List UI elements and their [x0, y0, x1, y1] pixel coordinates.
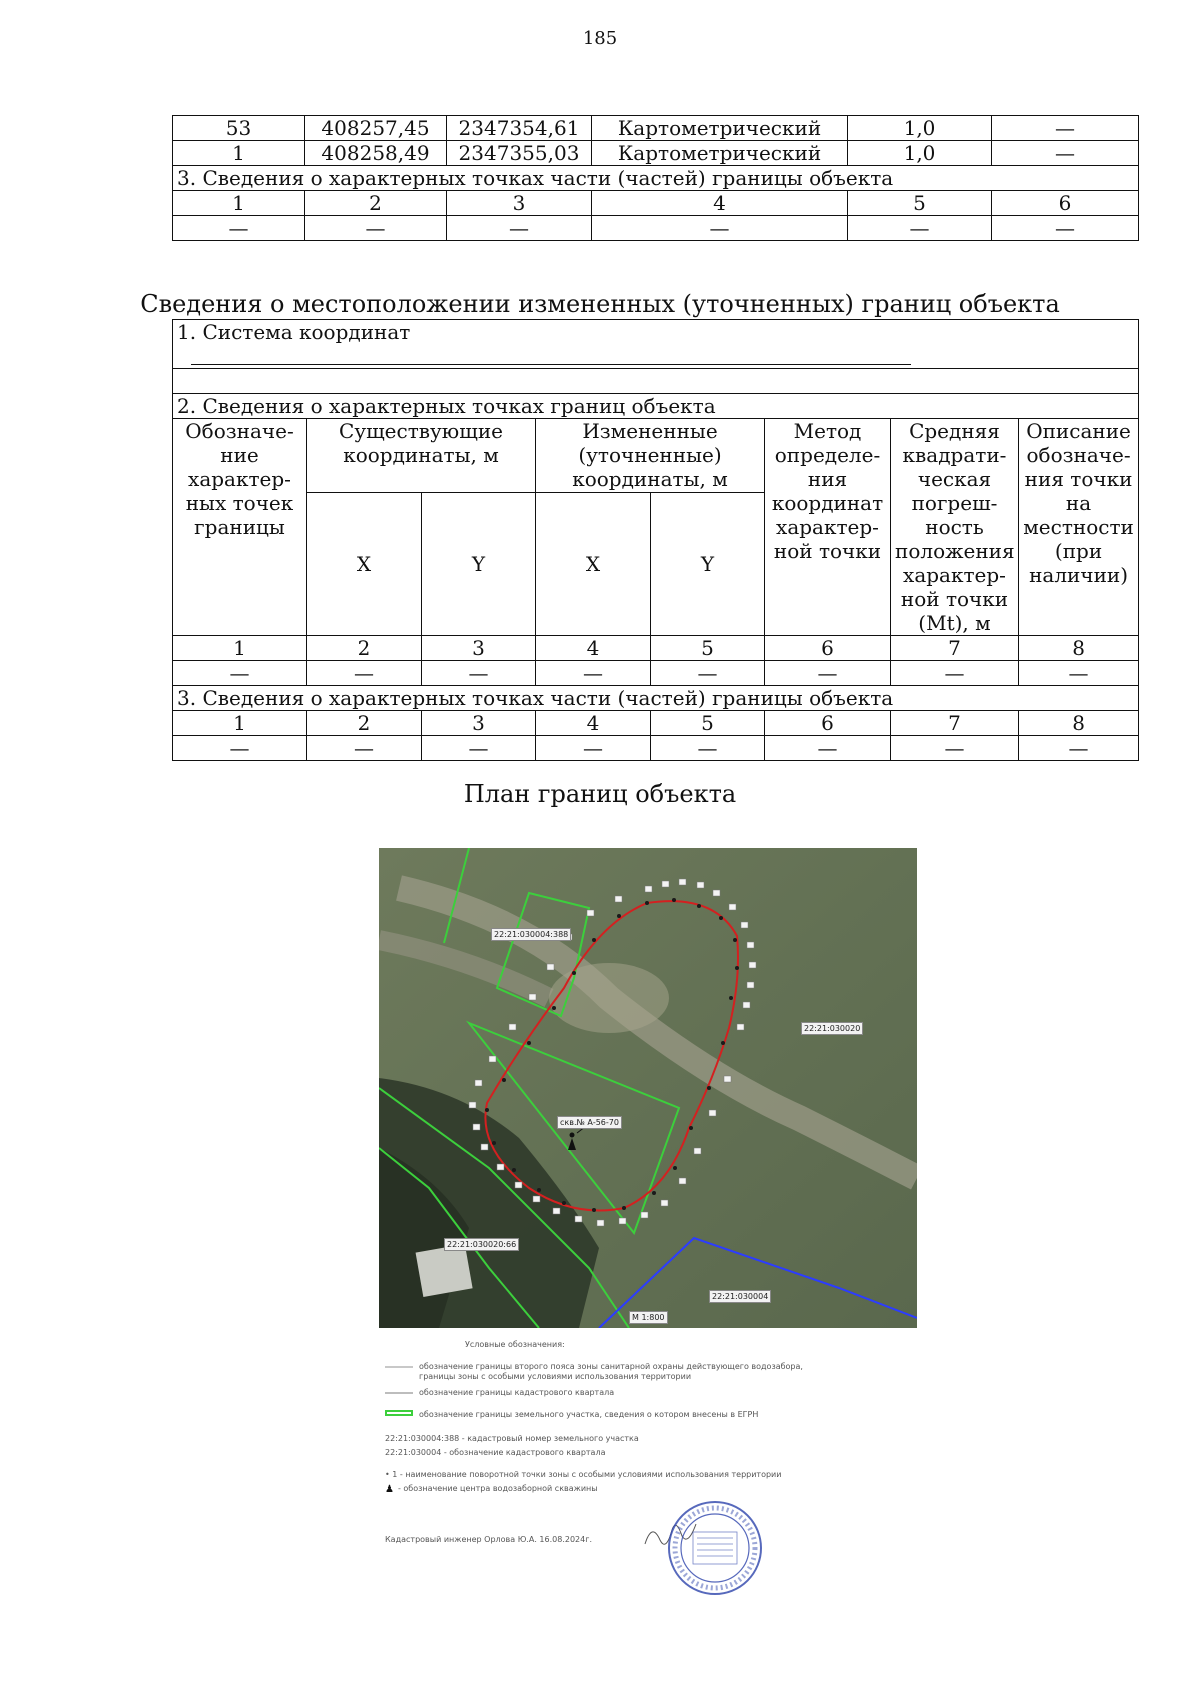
table-cell: — [1019, 736, 1139, 761]
column-number: 3 [422, 636, 536, 661]
point-label [747, 982, 754, 988]
point-label [497, 1164, 504, 1170]
point-label [662, 881, 669, 887]
column-number: 4 [536, 711, 651, 736]
column-number: 2 [305, 191, 447, 216]
table-cell: 1 [173, 141, 305, 166]
legend-item [385, 1410, 758, 1420]
header-error: Средняя квадрати-ческая погреш-ность положения характер-ной точки (Mt), м [891, 419, 1019, 636]
turning-point [697, 904, 701, 908]
turning-point [592, 1208, 596, 1212]
header-description: Описание обозначе-ния точки на местности (при наличии) [1019, 419, 1139, 636]
point-label [641, 1212, 648, 1218]
table-cell: — [765, 661, 891, 686]
table-cell: Картометрический [592, 141, 848, 166]
table-cell: — [891, 736, 1019, 761]
column-number: 3 [422, 711, 536, 736]
section-row [173, 166, 1139, 191]
quarter-cadastral-number: 22:21:030020 [801, 1022, 863, 1035]
column-number: 1 [173, 711, 307, 736]
column-number: 7 [891, 711, 1019, 736]
point-label [469, 1102, 476, 1108]
point-label [747, 942, 754, 948]
header-x: X [536, 493, 651, 636]
point-label [515, 1182, 522, 1188]
coordinate-system-cell [173, 320, 1139, 369]
turning-point [502, 1078, 506, 1082]
fill-line [191, 350, 911, 365]
table-cell: — [651, 736, 765, 761]
table-cell: — [536, 736, 651, 761]
column-number: 2 [307, 636, 422, 661]
quarter-cadastral-number: 22:21:030004 [709, 1290, 771, 1303]
point-label [509, 1024, 516, 1030]
legend-item [385, 1388, 614, 1398]
section-row [173, 394, 1139, 419]
turning-point [652, 1191, 656, 1195]
point-label [724, 1076, 731, 1082]
turning-point [689, 1126, 693, 1130]
column-number: 4 [592, 191, 848, 216]
header-changed: Измененные (уточненные) координаты, м [536, 419, 765, 493]
table-cell: — [536, 661, 651, 686]
column-number: 7 [891, 636, 1019, 661]
table-cell: 408257,45 [305, 116, 447, 141]
turning-point [562, 1201, 566, 1205]
section-title: 3. Сведения о характерных точках части (частей) границы объекта [173, 686, 1139, 711]
turning-point [572, 971, 576, 975]
table-row [173, 141, 1139, 166]
table-cell: 2347355,03 [447, 141, 592, 166]
point-label [743, 1002, 750, 1008]
turning-point [617, 914, 621, 918]
point-label [694, 1148, 701, 1154]
point-label [749, 962, 756, 968]
table-cell: 53 [173, 116, 305, 141]
table-cell: — [848, 216, 992, 241]
column-number: 5 [848, 191, 992, 216]
table-cell: — [1019, 661, 1139, 686]
section-title: 2. Сведения о характерных точках границ объекта [173, 394, 1139, 419]
point-label [473, 1124, 480, 1130]
turning-point [552, 1006, 556, 1010]
point-label [713, 890, 720, 896]
table-cell: — [173, 661, 307, 686]
table-cell: — [891, 661, 1019, 686]
section-title: 1. Система координат [177, 320, 411, 344]
plan-heading: План границ объекта [463, 780, 737, 808]
point-label [741, 922, 748, 928]
legend-text: - обозначение центра водозаборной скважины [397, 1484, 598, 1493]
column-number: 5 [651, 636, 765, 661]
column-number: 4 [536, 636, 651, 661]
official-seal-icon [665, 1498, 765, 1598]
turning-point [729, 996, 733, 1000]
column-number-row [173, 636, 1139, 661]
well-label: скв.№ А-56-70 [557, 1116, 622, 1129]
table-cell: — [307, 736, 422, 761]
column-number: 6 [992, 191, 1139, 216]
point-label [553, 1208, 560, 1214]
turning-point [721, 1041, 725, 1045]
table-row [173, 736, 1139, 761]
header-row [173, 419, 1139, 493]
turning-point [512, 1168, 516, 1172]
point-label [475, 1080, 482, 1086]
empty-row [173, 369, 1139, 394]
column-number: 3 [447, 191, 592, 216]
table-row [173, 216, 1139, 241]
well-center-icon: ♟ [385, 1484, 394, 1495]
table-cell: — [651, 661, 765, 686]
table-cell: 1,0 [848, 116, 992, 141]
quarter-line-swatch [385, 1388, 413, 1394]
legend-text: обозначение границы кадастрового квартала [419, 1388, 615, 1397]
column-number: 6 [765, 636, 891, 661]
parcel-box-swatch [385, 1410, 413, 1416]
point-label [489, 1056, 496, 1062]
point-label [575, 1216, 582, 1222]
legend-title: Условные обозначения: [465, 1340, 565, 1349]
turning-point [622, 1206, 626, 1210]
point-label [679, 1178, 686, 1184]
turning-point [485, 1108, 489, 1112]
table-cell: — [992, 216, 1139, 241]
point-label [645, 886, 652, 892]
legend-text: 22:21:030004 - обозначение кадастрового квартала [385, 1448, 606, 1457]
turning-point [527, 1041, 531, 1045]
turning-point [673, 1166, 677, 1170]
point-label [533, 1196, 540, 1202]
legend-text-row [385, 1484, 598, 1495]
legend-text: 22:21:030004:388 - кадастровый номер земельного участка [385, 1434, 639, 1443]
header-x: X [307, 493, 422, 636]
column-number: 8 [1019, 711, 1139, 736]
legend-item [385, 1362, 829, 1382]
point-label [709, 1110, 716, 1116]
point-label [619, 1218, 626, 1224]
point-label [679, 879, 686, 885]
point-label [697, 882, 704, 888]
table-row [173, 116, 1139, 141]
table-cell: — [422, 661, 536, 686]
turning-point [707, 1086, 711, 1090]
header-y: Y [422, 493, 536, 636]
section-row [173, 320, 1139, 369]
table-cell: 408258,49 [305, 141, 447, 166]
table-cell: — [305, 216, 447, 241]
zone-line-swatch [385, 1362, 413, 1368]
column-number-row [173, 711, 1139, 736]
legend-text: обозначение границы земельного участка, сведения о котором внесены в ЕГРН [419, 1410, 759, 1419]
table-cell: — [592, 216, 848, 241]
legend-text-row [385, 1434, 639, 1444]
table-cell: 2347354,61 [447, 116, 592, 141]
engineer-signature-line: Кадастровый инженер Орлова Ю.А. 16.08.2024г. [385, 1535, 592, 1544]
point-label [529, 994, 536, 1000]
turning-point [537, 1188, 541, 1192]
column-number: 1 [173, 191, 305, 216]
well-center-icon [570, 1133, 575, 1138]
header-point: Обозначе-ние характер-ных точек границы [173, 419, 307, 636]
header-y: Y [651, 493, 765, 636]
legend-text-row [385, 1448, 605, 1458]
page-number: 185 [582, 28, 618, 49]
point-label [587, 910, 594, 916]
column-number: 5 [651, 711, 765, 736]
table-row [173, 661, 1139, 686]
table-cell: — [422, 736, 536, 761]
points-table-continued [172, 115, 1139, 241]
empty-cell [173, 369, 1139, 394]
table-cell: — [307, 661, 422, 686]
point-label [481, 1144, 488, 1150]
column-number: 8 [1019, 636, 1139, 661]
column-number: 2 [307, 711, 422, 736]
table-cell: — [992, 116, 1139, 141]
point-label [597, 1220, 604, 1226]
table-cell: — [992, 141, 1139, 166]
table-cell: — [173, 216, 305, 241]
turning-point [672, 898, 676, 902]
parcel-cadastral-number: 22:21:030004:388 [491, 928, 571, 941]
legend-text: • 1 - наименование поворотной точки зоны с особыми условиями использования территории [385, 1470, 782, 1479]
column-number: 1 [173, 636, 307, 661]
table-cell: Картометрический [592, 116, 848, 141]
turning-point [592, 938, 596, 942]
parcel-cadastral-number: 22:21:030020:66 [444, 1238, 519, 1251]
column-number-row [173, 191, 1139, 216]
map-graphics [379, 848, 917, 1328]
point-label [661, 1200, 668, 1206]
point-label [547, 964, 554, 970]
legend-text: обозначение границы второго пояса зоны санитарной охраны действующего водозабора, границы зоны с особыми условиями использования территории [419, 1362, 803, 1381]
section-row [173, 686, 1139, 711]
building [416, 1244, 473, 1297]
column-number: 6 [765, 711, 891, 736]
boundary-plan-map [379, 848, 917, 1328]
header-method: Метод определе-ния координат характер-ной точки [765, 419, 891, 636]
section-heading: Сведения о местоположении измененных (уточненных) границ объекта [140, 290, 1060, 318]
turning-point [733, 938, 737, 942]
scale-label: М 1:800 [629, 1311, 668, 1324]
header-existing: Существующие координаты, м [307, 419, 536, 493]
point-label [729, 904, 736, 910]
turning-point [645, 901, 649, 905]
point-label [737, 1024, 744, 1030]
section-title: 3. Сведения о характерных точках части (частей) границы объекта [173, 166, 1139, 191]
turning-point [492, 1141, 496, 1145]
legend-text-row [385, 1470, 781, 1480]
changed-boundaries-table [172, 319, 1139, 761]
table-cell: — [173, 736, 307, 761]
table-cell: — [447, 216, 592, 241]
turning-point [719, 916, 723, 920]
point-label [615, 896, 622, 902]
turning-point [735, 966, 739, 970]
table-cell: — [765, 736, 891, 761]
table-cell: 1,0 [848, 141, 992, 166]
